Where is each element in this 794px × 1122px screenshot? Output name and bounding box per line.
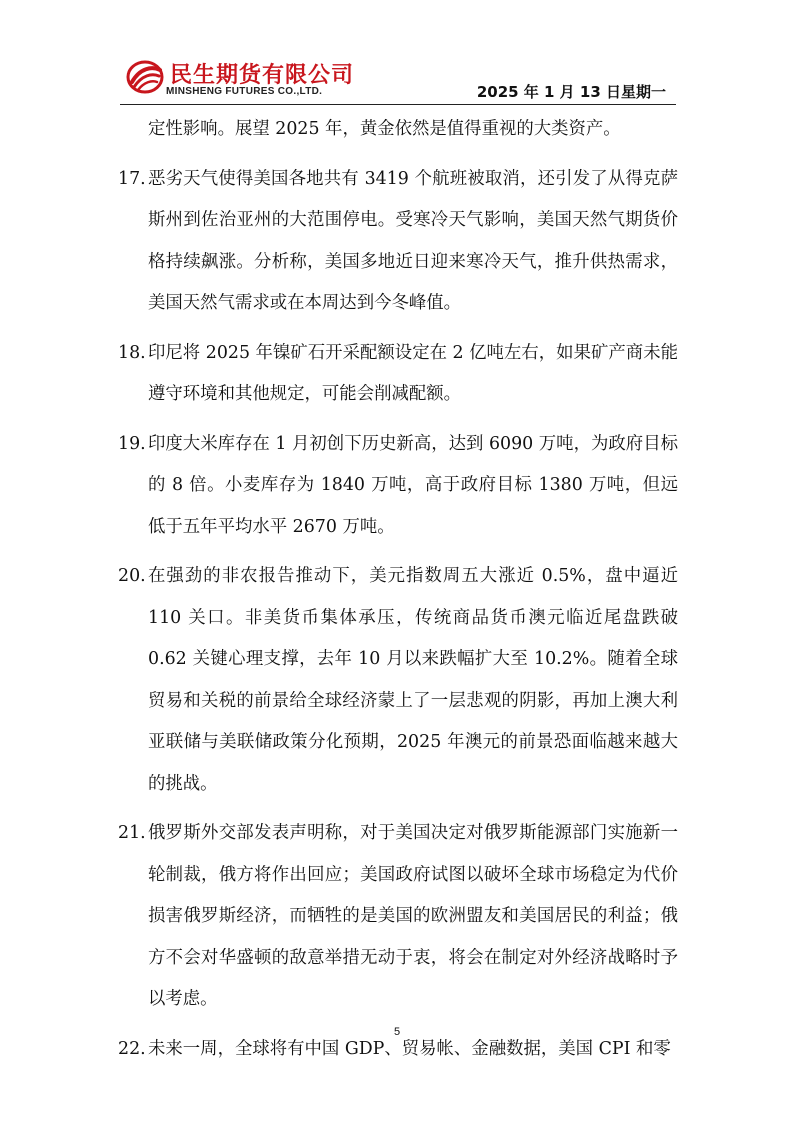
item-number: 22. xyxy=(118,1038,146,1059)
item-number: 17. xyxy=(118,168,146,189)
company-logo xyxy=(126,56,366,102)
page-header xyxy=(120,52,676,105)
item-text: 俄罗斯外交部发表声明称，对于美国决定对俄罗斯能源部门实施新一轮制裁，俄方将作出回应；美国政府试图以破坏全球市场稳定为代价损害俄罗斯经济，而牺牲的是美国的欧洲盟友和美国居民的利益；俄方不会对华盛顿的敌意举措无动于衷，将会在制定对外经济战略时予以考虑。 xyxy=(148,823,678,1009)
page-number: 5 xyxy=(393,1026,401,1038)
minsheng-logo-icon xyxy=(126,60,164,94)
item-number: 18. xyxy=(118,342,146,363)
report-date: 2025 年 1 月 13 日星期一 xyxy=(476,83,666,101)
item-text: 印尼将 2025 年镍矿石开采配额设定在 2 亿吨左右，如果矿产商未能遵守环境和其他规定，可能会削减配额。 xyxy=(148,342,678,404)
logo-chinese-name: 民生期货有限公司 xyxy=(170,63,355,88)
item-text: 未来一周，全球将有中国 GDP、贸易帐、金融数据，美国 CPI 和零 xyxy=(148,1038,671,1059)
item-text: 恶劣天气使得美国各地共有 3419 个航班被取消，还引发了从得克萨斯州到佐治亚州的大范围停电。受寒冷天气影响，美国天然气期货价格持续飙涨。分析称，美国多地近日迎来寒冷天气，推升供热需求，美国天然气需求或在本周达到今冬峰值。 xyxy=(148,168,678,313)
item-number: 20. xyxy=(118,566,146,586)
logo-english-name: MINSHENG FUTURES CO.,LTD. xyxy=(166,86,323,97)
news-item-19 xyxy=(118,424,678,549)
news-item-18 xyxy=(118,333,678,416)
document-body xyxy=(118,109,678,1078)
news-item-21 xyxy=(118,813,678,1021)
item-number: 19. xyxy=(118,433,146,454)
news-item-20 xyxy=(118,556,678,805)
item-number: 21. xyxy=(118,823,146,843)
news-item-17 xyxy=(118,159,678,325)
item-text: 印度大米库存在 1 月初创下历史新高，达到 6090 万吨，为政府目标的 8 倍。小麦库存为 1840 万吨，高于政府目标 1380 万吨，但远低于五年平均水平 2670 万吨。 xyxy=(148,433,678,537)
item-text: 在强劲的非农报告推动下，美元指数周五大涨近 0.5%，盘中逼近 110 关口。非美货币集体承压，传统商品货币澳元临近尾盘跌破 0.62 关键心理支撑，去年 10 月以来跌幅扩大至 10.2%。随着全球贸易和关税的前景给全球经济蒙上了一层悲观的阴影，再加上澳大利亚联储与美联储政策分化预期，2025 年澳元的前景恐面临越来越大的挑战。 xyxy=(148,566,678,794)
continuation-paragraph: 定性影响。展望 2025 年，黄金依然是值得重视的大类资产。 xyxy=(148,119,621,139)
